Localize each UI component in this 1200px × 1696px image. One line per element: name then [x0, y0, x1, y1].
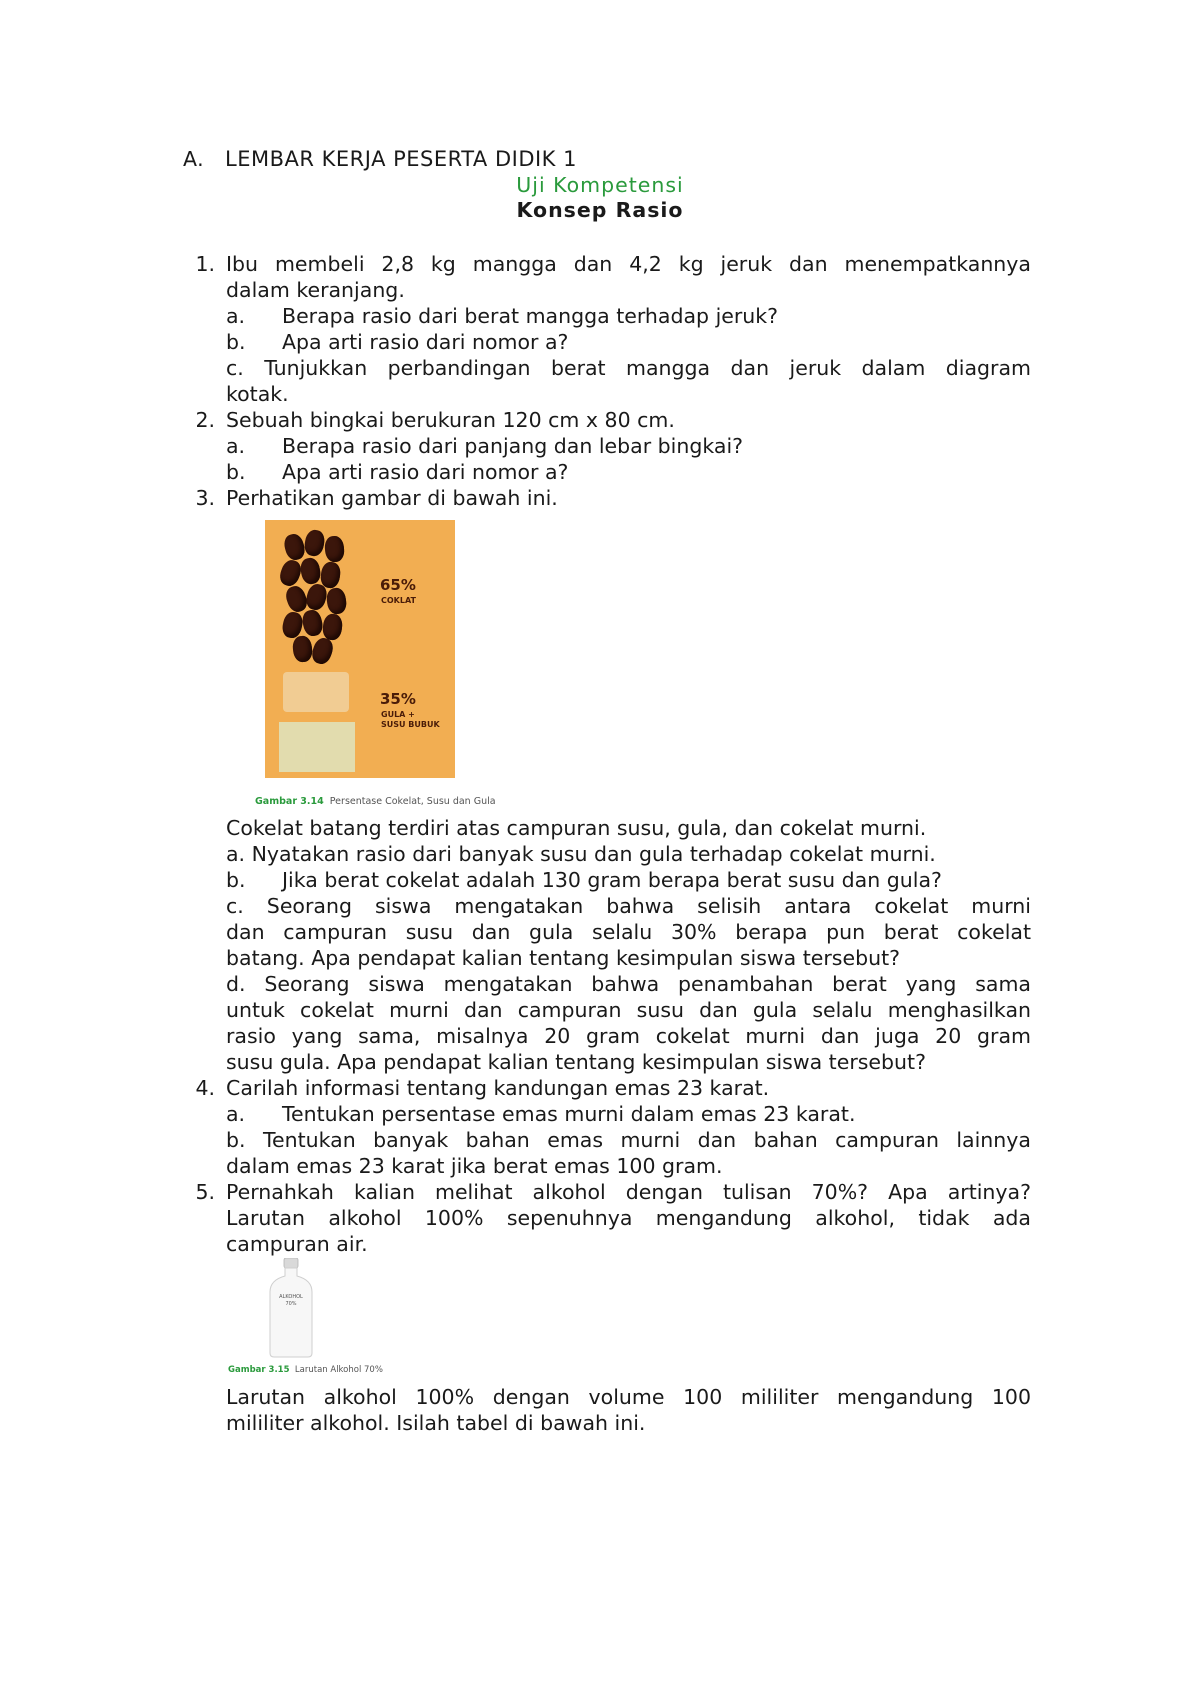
chocolate-chunk — [282, 532, 307, 562]
milk-powder — [279, 722, 355, 772]
bottle-label-text: ALKOHOL — [279, 1294, 303, 1300]
q3-number: 3. — [195, 486, 215, 510]
q1-b-marker: b. — [226, 330, 246, 354]
caption-number: Gambar 3.15 — [228, 1365, 290, 1375]
q1-b-text: Apa arti rasio dari nomor a? — [282, 330, 569, 354]
caption-text: Persentase Cokelat, Susu dan Gula — [329, 796, 496, 807]
chocolate-chunk — [299, 557, 322, 586]
q1-line: dalam keranjang. — [226, 278, 405, 302]
title-text: LEMBAR KERJA PESERTA DIDIK 1 — [225, 147, 577, 171]
q5-number: 5. — [195, 1180, 215, 1204]
q2-item-b — [226, 459, 568, 485]
q3-b-marker: b. — [226, 868, 246, 892]
page-title — [183, 146, 577, 172]
q5-line: Larutan alkohol 100% sepenuhnya mengandung alkohol, tidak ada — [226, 1206, 1031, 1230]
q1-number: 1. — [195, 252, 215, 276]
chocolate-chunk — [322, 613, 344, 641]
chocolate-chunk — [309, 636, 335, 667]
q3-item-d: d. Seorang siswa mengatakan bahwa penambahan berat yang sama — [226, 972, 1031, 996]
q2-b-marker: b. — [226, 460, 246, 484]
q4-number: 4. — [195, 1076, 215, 1100]
q5-line: Pernahkah kalian melihat alkohol dengan tulisan 70%? Apa artinya? — [226, 1180, 1031, 1204]
pct-sugar-milk: 35% — [380, 690, 416, 708]
chocolate-chunk — [292, 635, 314, 663]
chocolate-chunk — [301, 608, 325, 637]
q4-a-marker: a. — [226, 1102, 246, 1126]
subtitle-green: Uji Kompetensi — [516, 173, 684, 197]
q3-text: Perhatikan gambar di bawah ini. — [226, 486, 558, 510]
q2-number: 2. — [195, 408, 215, 432]
q2-a-marker: a. — [226, 434, 246, 458]
chocolate-chunk — [325, 587, 347, 615]
q1-item-c: c. Tunjukkan perbandingan berat mangga dan jeruk dalam diagram — [226, 356, 1031, 380]
q4-item-b: b. Tentukan banyak bahan emas murni dan bahan campuran lainnya — [226, 1128, 1031, 1152]
caption-text: Larutan Alkohol 70% — [294, 1365, 383, 1375]
q3-intro: Cokelat batang terdiri atas campuran susu, gula, dan cokelat murni. — [226, 816, 927, 840]
q1-line: Ibu membeli 2,8 kg mangga dan 4,2 kg jeruk dan menempatkannya — [226, 252, 1031, 276]
q5-line: campuran air. — [226, 1232, 368, 1256]
label-sugar: GULA + — [381, 710, 415, 719]
subtitle: Konsep Rasio — [516, 198, 684, 222]
q4-a-text: Tentukan persentase emas murni dalam emas 23 karat. — [282, 1102, 856, 1126]
bottle-body — [270, 1268, 312, 1357]
q5-end-line: mililiter alkohol. Isilah tabel di bawah ini. — [226, 1411, 646, 1435]
q3-item-d-cont: untuk cokelat murni dan campuran susu dan gula selalu menghasilkan — [226, 998, 1031, 1022]
q1-a-text: Berapa rasio dari berat mangga terhadap jeruk? — [282, 304, 779, 328]
q3-item-d-cont: rasio yang sama, misalnya 20 gram cokelat murni dan juga 20 gram — [226, 1024, 1031, 1048]
sugar-powder — [283, 672, 349, 712]
chocolate-chunk — [324, 535, 345, 563]
chocolate-chunk — [277, 558, 304, 589]
q5-end-line: Larutan alkohol 100% dengan volume 100 mililiter mengandung 100 — [226, 1385, 1031, 1409]
q1-item-c-cont: kotak. — [226, 382, 289, 406]
q2-text: Sebuah bingkai berukuran 120 cm x 80 cm. — [226, 408, 675, 432]
q3-item-c: c. Seorang siswa mengatakan bahwa selisih antara cokelat murni — [226, 894, 1031, 918]
figure-caption-3-14 — [255, 796, 496, 808]
q2-item-a — [226, 433, 743, 459]
q2-a-text: Berapa rasio dari panjang dan lebar bingkai? — [282, 434, 744, 458]
q4-text: Carilah informasi tentang kandungan emas 23 karat. — [226, 1076, 770, 1100]
q2-b-text: Apa arti rasio dari nomor a? — [282, 460, 569, 484]
q1-item-b — [226, 329, 568, 355]
chocolate-figure — [265, 520, 455, 778]
label-milk: SUSU BUBUK — [381, 720, 440, 729]
q3-item-c-cont: dan campuran susu dan gula selalu 30% berapa pun berat cokelat — [226, 920, 1031, 944]
q4-item-a — [226, 1101, 855, 1127]
q4-item-b-cont: dalam emas 23 karat jika berat emas 100 gram. — [226, 1154, 723, 1178]
bottle-cap — [284, 1258, 298, 1268]
q3-item-a: a. Nyatakan rasio dari banyak susu dan gula terhadap cokelat murni. — [226, 842, 936, 866]
q3-b-text: Jika berat cokelat adalah 130 gram berapa berat susu dan gula? — [282, 868, 942, 892]
pct-chocolate: 65% — [380, 576, 416, 594]
caption-number: Gambar 3.14 — [255, 796, 324, 807]
q1-item-a — [226, 303, 778, 329]
alcohol-bottle-figure — [268, 1258, 314, 1358]
bottle-label-pct: 70% — [285, 1301, 297, 1307]
q3-item-c-cont: batang. Apa pendapat kalian tentang kesimpulan siswa tersebut? — [226, 946, 901, 970]
chocolate-chunk — [303, 529, 326, 558]
q1-a-marker: a. — [226, 304, 246, 328]
label-chocolate: COKLAT — [381, 596, 416, 605]
q3-item-b — [226, 867, 942, 893]
figure-caption-3-15 — [228, 1364, 383, 1376]
section-letter: A. — [183, 147, 205, 171]
q3-item-d-cont: susu gula. Apa pendapat kalian tentang kesimpulan siswa tersebut? — [226, 1050, 926, 1074]
